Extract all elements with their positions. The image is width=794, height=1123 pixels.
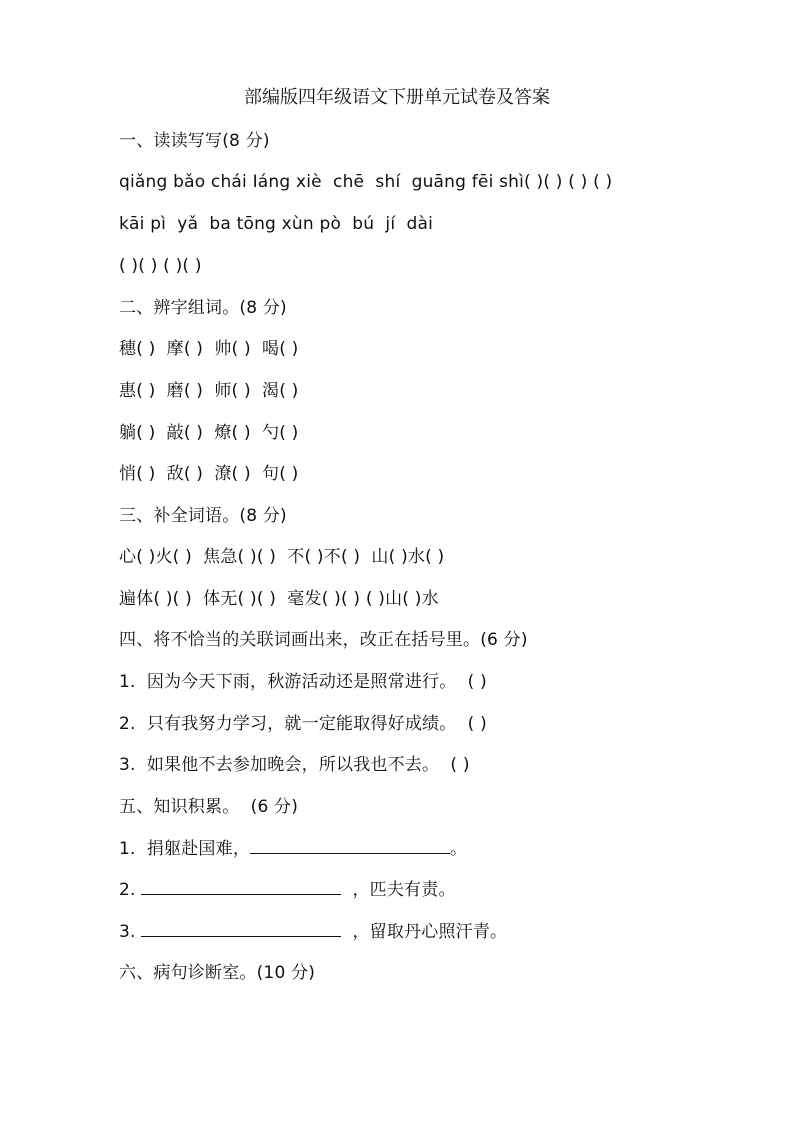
fill-prefix: 3. (119, 922, 142, 942)
fill-prefix: 2. (119, 880, 142, 900)
fill-in-item (119, 837, 467, 861)
idiom-row: 心( )火( ) 焦急( )( ) 不( )不( ) 山( )水( ) (119, 547, 445, 567)
document-title: 部编版四年级语文下册单元试卷及答案 (244, 87, 550, 108)
char-group-row: 躺( ) 敲( ) 燎( ) 勺( ) (119, 423, 299, 443)
section-2-heading: 二、辨字组词。(8 分) (119, 298, 287, 318)
answer-blank[interactable] (141, 878, 341, 895)
question-item: 3. 如果他不去参加晚会，所以我也不去。 ( ) (119, 755, 470, 775)
char-group-row: 惠( ) 磨( ) 师( ) 渴( ) (119, 381, 299, 401)
section-3-heading: 三、补全词语。(8 分) (119, 506, 287, 526)
fill-suffix: ，匹夫有责。 (341, 880, 456, 900)
question-item: 2. 只有我努力学习，就一定能取得好成绩。 ( ) (119, 714, 487, 734)
fill-prefix: 1. 捐躯赴国难， (119, 839, 251, 859)
section-6-heading: 六、病句诊断室。(10 分) (119, 963, 316, 983)
char-group-row: 悄( ) 敌( ) 潦( ) 句( ) (119, 464, 299, 484)
question-item: 1. 因为今天下雨，秋游活动还是照常进行。 ( ) (119, 672, 487, 692)
section-4-heading: 四、将不恰当的关联词画出来，改正在括号里。(6 分) (119, 630, 528, 650)
fill-in-item (119, 920, 507, 944)
fill-in-item (119, 878, 456, 902)
pinyin-line-2: kāi pì yǎ ba tōng xùn pò bú jí dài (119, 214, 434, 234)
char-group-row: 穗( ) 摩( ) 帅( ) 喝( ) (119, 339, 299, 359)
fill-suffix: ，留取丹心照汗青。 (341, 922, 508, 942)
section-1-heading: 一、读读写写(8 分) (119, 131, 270, 151)
answer-blank[interactable] (250, 837, 450, 854)
idiom-row: 遍体( )( ) 体无( )( ) 毫发( )( ) ( )山( )水 (119, 589, 439, 609)
section-5-heading: 五、知识积累。 (6 分) (119, 797, 299, 817)
fill-suffix: 。 (450, 839, 468, 859)
answer-blanks-line: ( )( ) ( )( ) (119, 256, 202, 276)
pinyin-line-1: qiǎng bǎo chái Iáng xiè chē shí guāng fēi shì( )( ) ( ) ( ) (119, 172, 613, 192)
answer-blank[interactable] (141, 920, 341, 937)
